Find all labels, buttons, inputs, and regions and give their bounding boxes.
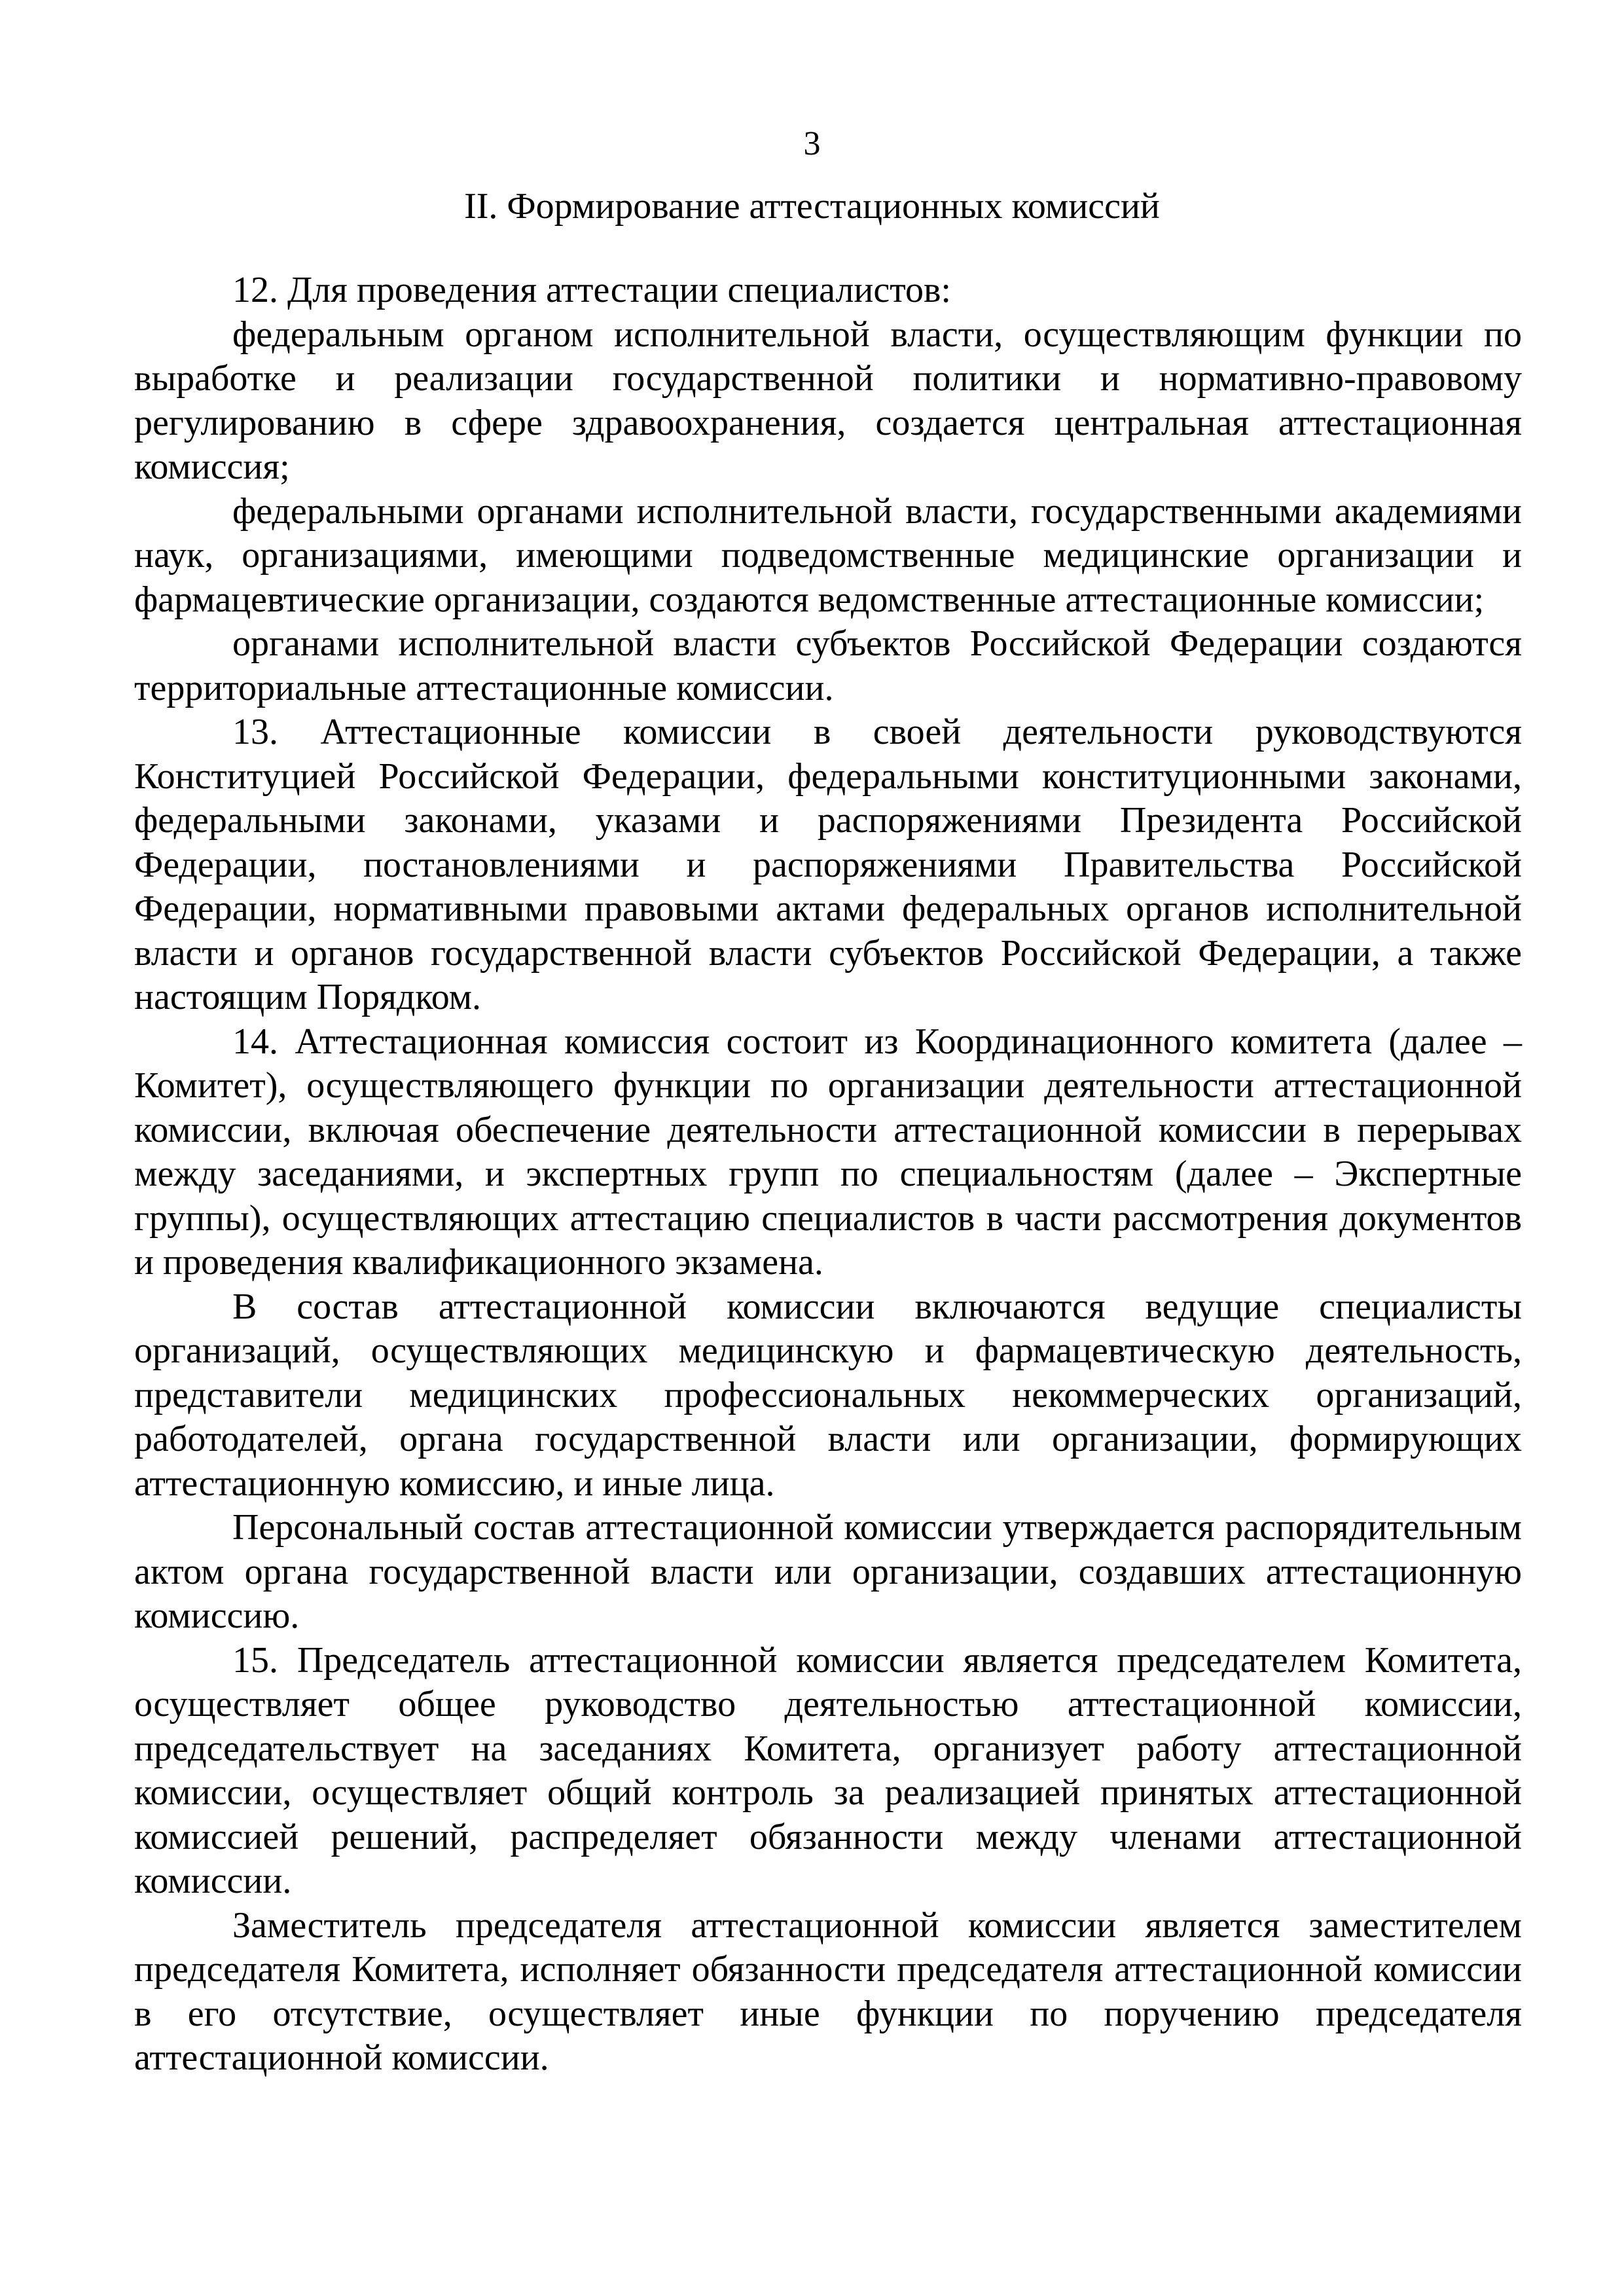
paragraph-12-intro: 12. Для проведения аттестации специалистов:	[232, 270, 951, 310]
paragraph-commission-composition: В состав аттестационной комиссии включаются ведущие специалисты организаций, осуществляющих медицинскую и фармацевтическую деятельность, представители медицинских профессиональных некоммерческих организаций, работодателей, органа государственной власти или организации, формирующих аттестационную комиссию, и иные лица.	[134, 1286, 1522, 1504]
paragraph-departmental-commissions: федеральными органами исполнительной власти, государственными академиями наук, организациями, имеющими подведомственные медицинские организации и фармацевтические организации, создаются ведомственные аттестационные комиссии;	[134, 490, 1522, 620]
document-body	[134, 268, 1522, 2081]
paragraph-deputy-chairman: Заместитель председателя аттестационной комиссии является заместителем председателя Комитета, исполняет обязанности председателя аттестационной комиссии в его отсутствие, осуществляет иные функции по поручению председателя аттестационной комиссии.	[134, 1904, 1522, 2078]
paragraph-14: 14. Аттестационная комиссия состоит из Координационного комитета (далее – Комитет), осуществляющего функции по организации деятельности аттестационной комиссии, включая обеспечение деятельности аттестационной комиссии в перерывах между заседаниями, и экспертных групп по специальностям (далее – Экспертные группы), осуществляющих аттестацию специалистов в части рассмотрения документов и проведения квалификационного экзамена.	[134, 1021, 1522, 1283]
page-number: 3	[803, 125, 821, 162]
section-title: II. Формирование аттестационных комиссий	[464, 186, 1160, 227]
paragraph-13: 13. Аттестационные комиссии в своей деятельности руководствуются Конституцией Российской Федерации, федеральными конституционными законами, федеральными законами, указами и распоряжениями Президента Российской Федерации, постановлениями и распоряжениями Правительства Российской Федерации, нормативными правовыми актами федеральных органов исполнительной власти и органов государственной власти субъектов Российской Федерации, а также настоящим Порядком.	[134, 712, 1522, 1017]
paragraph-15: 15. Председатель аттестационной комиссии является председателем Комитета, осуществляет общее руководство деятельностью аттестационной комиссии, председательствует на заседаниях Комитета, организует работу аттестационной комиссии, осуществляет общий контроль за реализацией принятых аттестационной комиссией решений, распределяет обязанности между членами аттестационной комиссии.	[134, 1639, 1522, 1901]
paragraph-personal-composition: Персональный состав аттестационной комиссии утверждается распорядительным актом органа государственной власти или организации, создавших аттестационную комиссию.	[134, 1507, 1522, 1636]
paragraph-territorial-commissions: органами исполнительной власти субъектов Российской Федерации создаются территориальные аттестационные комиссии.	[134, 623, 1522, 708]
paragraph-central-commission: федеральным органом исполнительной власти, осуществляющим функции по выработке и реализации государственной политики и нормативно-правовому регулированию в сфере здравоохранения, создается центральная аттестационная комиссия;	[134, 314, 1522, 487]
